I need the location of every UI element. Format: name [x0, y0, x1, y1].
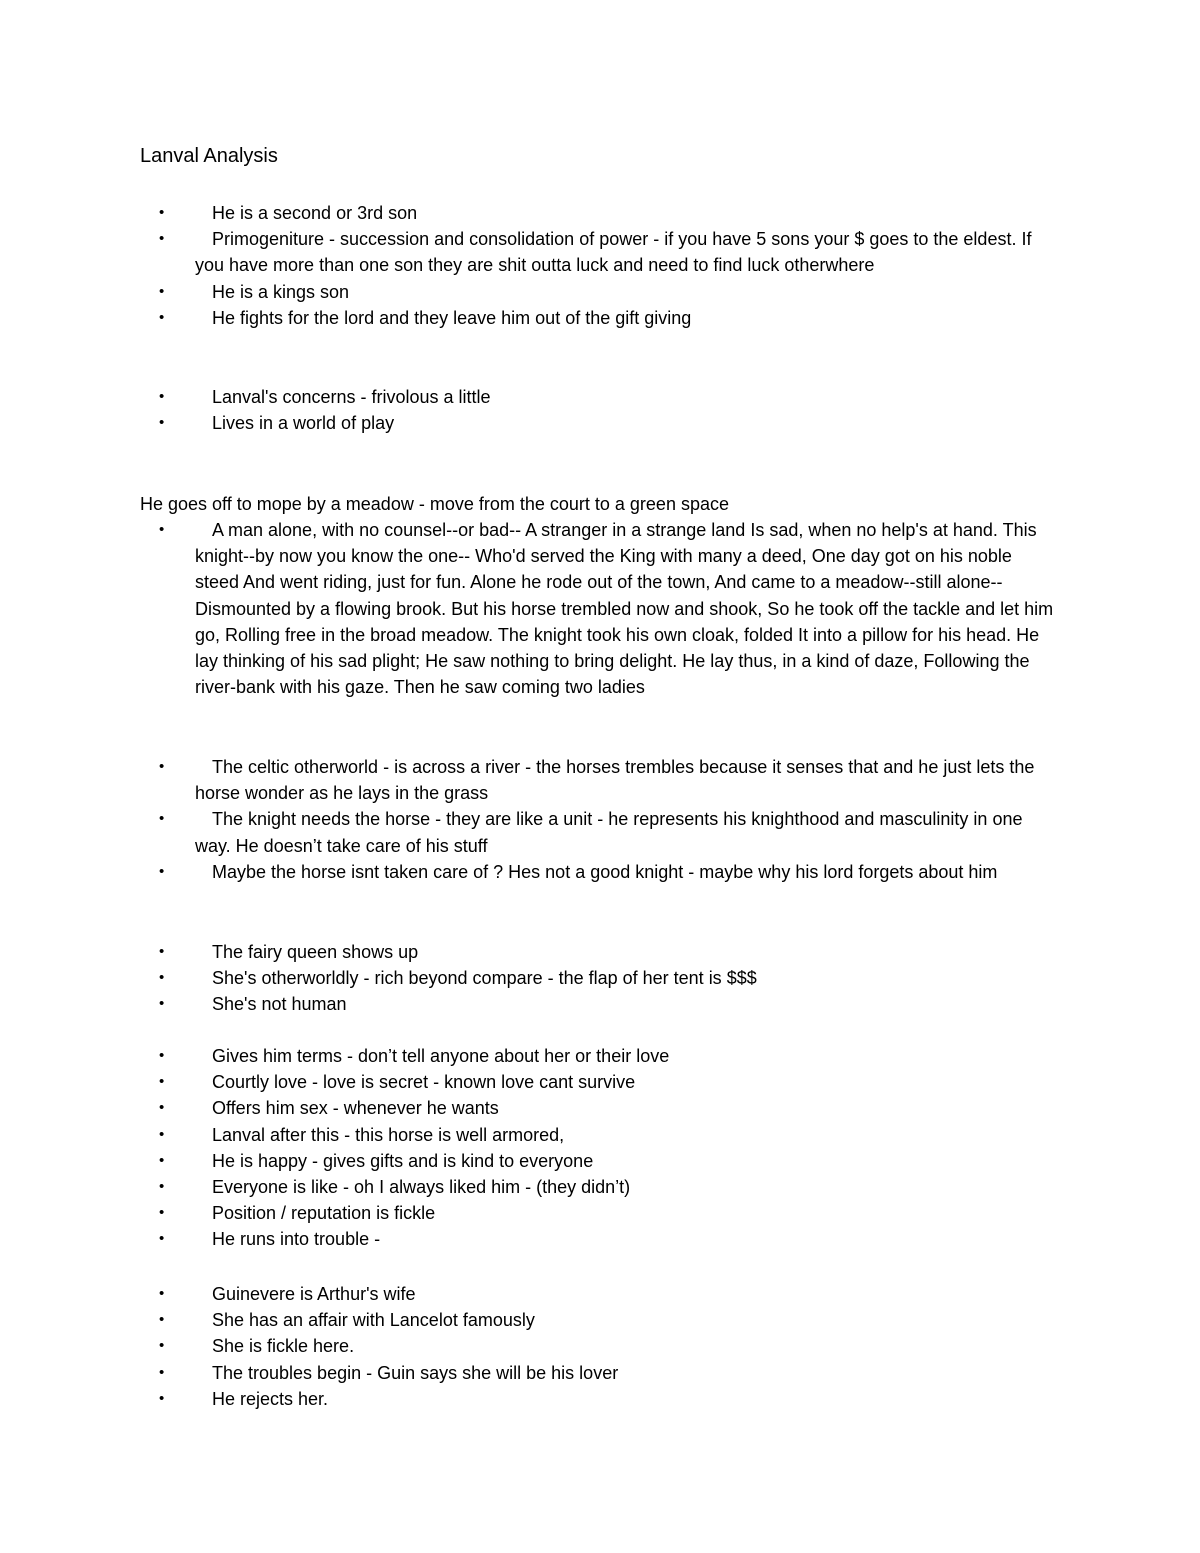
list-item: [0, 859, 1055, 885]
list-item: [0, 279, 1055, 305]
bullet-icon: •: [159, 388, 165, 405]
bullet-icon: •: [159, 282, 165, 300]
list-item: [0, 200, 1055, 226]
bullet-icon: •: [159, 230, 165, 248]
list-item: [0, 1122, 1055, 1148]
list-item-text: The celtic otherworld - is across a river - the horses trembles because it senses that and he just lets the horse wonder as he lays in the grass: [195, 757, 1035, 804]
list-item: [0, 991, 1055, 1017]
bullet-icon: •: [159, 943, 165, 960]
bullet-icon: •: [159, 414, 165, 432]
list-item: [0, 1360, 1055, 1386]
list-item-text: Courtly love - love is secret - known love cant survive: [212, 1072, 636, 1093]
bullet-icon: •: [159, 1125, 165, 1143]
list-item: [0, 1226, 1055, 1252]
list-item: [0, 1386, 1055, 1412]
list-item: [0, 1069, 1055, 1095]
list-item: [0, 806, 1055, 858]
list-item: [0, 1307, 1055, 1333]
list-item: [0, 1200, 1055, 1226]
list-item-text: Gives him terms - don’t tell anyone about her or their love: [212, 1046, 670, 1066]
bullet-icon: •: [159, 1047, 165, 1064]
list-item-text: Lanval after this - this horse is well armored,: [212, 1124, 565, 1145]
list-item: [0, 1148, 1055, 1174]
bullet-list-fairy-queen: [0, 939, 1200, 1018]
bullet-icon: •: [159, 862, 165, 880]
bullet-icon: •: [159, 1337, 165, 1355]
bullet-list-concerns: [0, 384, 1200, 436]
list-item-text: Primogeniture - succession and consolidation of power - if you have 5 sons your $ goes to the eldest. If you have more than one son they are shit outta luck and need to find luck otherwhere: [195, 229, 1032, 276]
bullet-icon: •: [159, 810, 165, 828]
bullet-list-quote: [0, 517, 1200, 700]
list-item: [0, 1043, 1055, 1069]
list-item-text: Lives in a world of play: [212, 413, 395, 434]
bullet-list-otherworld: [0, 754, 1200, 885]
list-item-text: A man alone, with no counsel--or bad-- A stranger in a strange land Is sad, when no help's at hand. This knight--by now you know the one-- Who'd served the King with many a deed, One day got on his noble steed And went riding, just for fun. Alone he rode out of the town, And came to a meadow--still alone-- Dismounted by a flowing brook. But his horse trembled now and shook, So he took off the tackle and let him go, Rolling free in the broad meadow. The knight took his own cloak, folded It into a pillow for his head. He lay thinking of his sad plight; He saw nothing to bring delight. He lay thus, in a kind of daze, Following the river-bank with his gaze. Then he saw coming two ladies: [195, 520, 1054, 698]
list-item-text: Maybe the horse isnt taken care of ? Hes not a good knight - maybe why his lord forgets about him: [212, 861, 998, 882]
bullet-icon: •: [159, 1073, 165, 1091]
list-item: [0, 384, 1055, 410]
bullet-icon: •: [159, 1151, 165, 1169]
list-item: [0, 1281, 1055, 1307]
list-item-text: He is a second or 3rd son: [212, 203, 418, 223]
bullet-icon: •: [159, 758, 165, 775]
bullet-icon: •: [159, 1285, 165, 1302]
list-item-text: She's not human: [212, 994, 347, 1015]
list-item-text: He rejects her.: [212, 1388, 329, 1409]
list-item-text: Everyone is like - oh I always liked him - (they didn’t): [212, 1177, 631, 1198]
bullet-icon: •: [159, 521, 165, 538]
list-item: [0, 410, 1055, 436]
list-item: [0, 226, 1055, 278]
bullet-icon: •: [159, 969, 165, 987]
bullet-list-terms: [0, 1043, 1200, 1253]
bullet-icon: •: [159, 995, 165, 1013]
list-item-text: He runs into trouble -: [212, 1229, 381, 1250]
list-item-text: The knight needs the horse - they are like a unit - he represents his knighthood and masculinity in one way. He doesn’t take care of his stuff: [195, 809, 1023, 856]
list-item-text: He is a kings son: [212, 281, 350, 302]
list-item: [0, 517, 1055, 700]
bullet-icon: •: [159, 1178, 165, 1196]
list-item-text: Position / reputation is fickle: [212, 1203, 436, 1224]
list-item-text: She is fickle here.: [212, 1336, 355, 1357]
bullet-icon: •: [159, 1099, 165, 1117]
bullet-list-guinevere: [0, 1281, 1200, 1412]
list-item: [0, 1095, 1055, 1121]
list-item-text: Lanval's concerns - frivolous a little: [212, 387, 491, 407]
bullet-icon: •: [159, 1389, 165, 1407]
bullet-icon: •: [159, 1311, 165, 1329]
bullet-icon: •: [159, 1230, 165, 1248]
list-item-text: Guinevere is Arthur's wife: [212, 1284, 416, 1304]
list-item: [0, 754, 1055, 806]
section-paragraph: He goes off to mope by a meadow - move from the court to a green space: [140, 494, 729, 514]
list-item-text: He fights for the lord and they leave him out of the gift giving: [212, 307, 692, 328]
list-item-text: She's otherworldly - rich beyond compare - the flap of her tent is $$$: [212, 968, 757, 989]
list-item: [0, 965, 1055, 991]
list-item-text: The fairy queen shows up: [212, 942, 419, 962]
bullet-icon: •: [159, 308, 165, 326]
bullet-icon: •: [159, 1204, 165, 1222]
list-item: [0, 305, 1055, 331]
document-title: Lanval Analysis: [140, 145, 278, 167]
list-item-text: She has an affair with Lancelot famously: [212, 1310, 535, 1331]
bullet-icon: •: [159, 204, 165, 221]
list-item-text: He is happy - gives gifts and is kind to everyone: [212, 1150, 594, 1171]
list-item: [0, 1174, 1055, 1200]
list-item-text: The troubles begin - Guin says she will be his lover: [212, 1362, 619, 1383]
list-item: [0, 939, 1055, 965]
list-item: [0, 1333, 1055, 1359]
list-item-text: Offers him sex - whenever he wants: [212, 1098, 499, 1119]
bullet-list-background: [0, 200, 1200, 331]
bullet-icon: •: [159, 1363, 165, 1381]
